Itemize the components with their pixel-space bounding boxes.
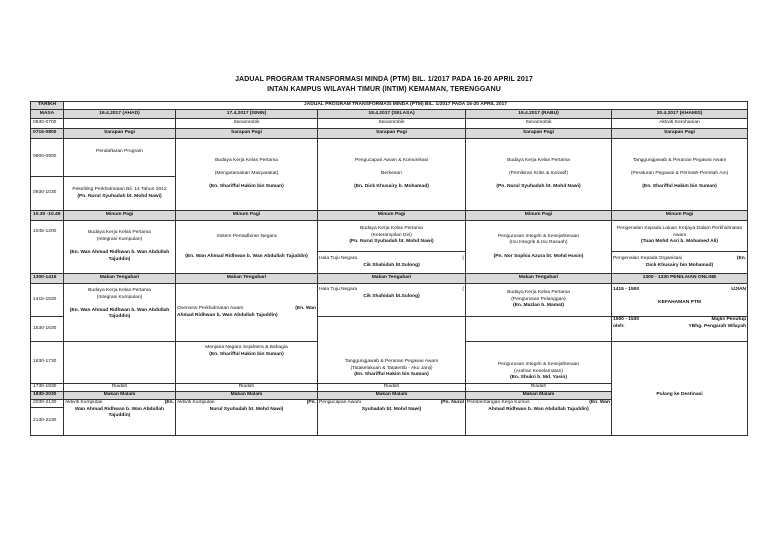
meal-cell: Makan Malam (64, 392, 176, 400)
session-subtitle: (Mengutamakan Masyarakat) (214, 171, 279, 177)
session-subtitle: (Integrasi Kumpulan) (96, 237, 143, 243)
session-speaker: (Pn. (306, 400, 316, 405)
meal-cell: Makan Malam (176, 392, 318, 400)
session-title: Budaya Kerja Kelas Pertama (88, 230, 151, 236)
document-subtitle: INTAN KAMPUS WILAYAH TIMUR (INTIM) KEMAMAN, TERENGGANU (267, 86, 501, 93)
schedule-cell (612, 221, 748, 252)
schedule-cell (318, 139, 466, 211)
session-bracket: ( (462, 287, 464, 292)
time-cell: 1300-1415 (31, 274, 64, 284)
session-bracket: ( (462, 255, 464, 261)
test-time: 1415 - 1500 (613, 287, 640, 292)
session-subtitle: (Integrasi Kumpulan) (96, 294, 143, 300)
test-label: UJIAN (731, 287, 747, 292)
time-cell: 1730-1830 (31, 384, 64, 392)
day-header: 18.4.2017 (SELASA) (318, 110, 466, 119)
session-title: Budaya Kerja Kelas Pertama (360, 226, 423, 232)
session-title: Pekeliling Perkhidmatan Bil. 14 Tahun 2012 (72, 186, 167, 192)
session-speaker: (En. (736, 255, 747, 261)
time-cell: 0800-0900 (31, 139, 64, 177)
closing-by: oleh: (613, 323, 625, 329)
session-speaker: (En. Sharifful Hakim bin Suman) (642, 184, 717, 190)
time-cell: 2130-2230 (31, 408, 64, 436)
meal-cell: Sarapan Pagi (176, 129, 318, 139)
meal-cell: Makan Tengahari (466, 274, 612, 284)
session-speaker: (Tuan Mohd Asri b. Mohamed Ali) (641, 239, 719, 245)
time-cell: 10.30 -10.45 (31, 211, 64, 221)
time-cell: 0930-1030 (31, 177, 64, 211)
session-speaker: Nurul Syuhadah bt. Mohd Nawi) (209, 406, 284, 412)
meal-cell: Minum Pagi (64, 211, 176, 221)
departure: Pulang ke Destinasi (656, 392, 703, 397)
session-title: Budaya Kerja Kelas Pertama (88, 288, 151, 293)
meal-cell: Minum Pagi (612, 211, 748, 221)
session-speaker: (En. Wan Ahmad Ridhwan b. Wan Abdullah Tajuddin) (185, 253, 308, 259)
time-cell: 1930-2030 (31, 392, 64, 400)
meal-cell: Sarapan Pagi (318, 129, 466, 139)
time-cell: 2030-2130 (31, 400, 64, 408)
session-speaker: Ahmad Ridhwan b. Wan Abdullah Tajuddin) (177, 312, 278, 318)
session-speaker: Dick Khusairy bin Mohamad) (645, 262, 714, 268)
schedule-cell (612, 342, 748, 436)
session-speaker: Ahmad Ridhwan b. Wan Abdullah Tajuddin) (488, 406, 589, 412)
session-subtitle: Berkesan (381, 171, 402, 177)
session-title: Budaya Kerja Kelas Pertama (507, 157, 570, 163)
session-subtitle: (Isu Integriti & Isu Rasuah) (509, 240, 568, 246)
schedule-cell (466, 400, 612, 436)
schedule-cell: Senamrobik (176, 119, 318, 129)
session-title: Aktiviti Kumpulan (177, 400, 215, 405)
schedule-cell (318, 284, 466, 317)
closing-time: 1500 - 1530 (613, 317, 640, 322)
session-title: Pembentangan Kerja Kursus (467, 400, 530, 405)
session-title: Budaya Kerja Kelas Pertama (215, 157, 278, 163)
schedule-cell (466, 221, 612, 274)
session-speaker: (En. Sharifful Hakim bin Suman) (209, 351, 284, 357)
schedule-cell: Riadah (64, 384, 176, 392)
session-title: Tanggungjawab & Peranan Pegawai Awam (344, 359, 439, 365)
schedule-cell (176, 342, 318, 384)
schedule-cell: Riadah (466, 384, 612, 392)
time-cell: 1045-1200 (31, 221, 64, 274)
session-speaker: (Pn. Nurul Syuhadah bt. Mohd Nawi) (77, 193, 162, 199)
meal-cell: Sarapan Pagi (612, 129, 748, 139)
session-title: Menjana Negara Sejahtera & Bahagia (205, 345, 288, 350)
header-banner: JADUAL PROGRAM TRANSFORMASI MINDA (PTM) BIL. 1/2017 PADA 16-20 APRIL 2017 (64, 102, 748, 110)
schedule-cell (612, 139, 748, 211)
session-title: Tanggungjawab & Peranan Pegawai Awam (632, 157, 727, 163)
schedule-cell (612, 284, 748, 317)
meal-cell: Makan Tengahari (64, 274, 176, 284)
session-title: Overview Perkhidmatan Awam (177, 305, 244, 311)
schedule-cell (466, 139, 612, 211)
schedule-cell (612, 252, 748, 274)
session-speaker: (En. Wan (295, 305, 316, 311)
meal-cell: Minum Pagi (466, 211, 612, 221)
schedule-cell: Riadah (318, 384, 466, 392)
schedule-cell (466, 342, 612, 384)
session-speaker: (Pn. Nurul Syuhadah bt. Mohd Nawi) (496, 184, 581, 190)
session-speaker: Cik Shahidah bt.Sulong) (363, 293, 420, 299)
time-cell: 1415-1530 (31, 284, 64, 317)
time-cell: 0630-0700 (31, 119, 64, 129)
schedule-cell (612, 317, 748, 342)
session-speaker: (En. Sharifful Hakim bin Suman) (209, 184, 284, 190)
schedule-cell (64, 177, 176, 211)
session-subtitle: (Keterampilan Diri) (371, 232, 412, 238)
test-title: KEFAHAMAN PTM (658, 300, 701, 306)
meal-cell: Sarapan Pagi (64, 129, 176, 139)
session-subtitle: (Arahan Keselamatan) (514, 368, 563, 374)
session-speaker: (En. Shukri b. Md. Yasin) (510, 375, 567, 381)
schedule-cell (176, 221, 318, 274)
session-speaker: (Pn. Nor Sophia Azura bt. Mohd Husin) (493, 253, 584, 259)
session-speaker: (En. Wan Ahmad Ridhwan b. Wan Abdullah Tajuddin) (69, 307, 170, 320)
header-masa: MASA (31, 110, 64, 119)
closing-title: Majlis Penutup (711, 317, 747, 322)
session-speaker: (En. (164, 400, 174, 405)
schedule-cell (318, 317, 466, 384)
session-title: Pengurusan Integriti & Kesejahteraan (497, 233, 580, 239)
meal-cell: 1300 - 1330 PENILAIAN ONLINE (612, 274, 748, 284)
schedule-cell (176, 139, 318, 211)
session-speaker: (En. Wan (589, 400, 610, 405)
session-title: Sistem Pentadbiran Negara (216, 233, 277, 239)
session-subtitle: (Pemikiran Kritis & Inovatif) (509, 171, 568, 177)
day-header: 17.4.2017 (ISNIN) (176, 110, 318, 119)
schedule-cell (64, 342, 176, 384)
document-title: JADUAL PROGRAM TRANSFORMASI MINDA (PTM) BIL. 1/2017 PADA 16-20 APRIL 2017 (235, 76, 533, 83)
schedule-cell (466, 317, 612, 342)
schedule-cell (318, 221, 466, 252)
meal-cell: Makan Malam (318, 392, 466, 400)
schedule-cell (64, 119, 176, 129)
session-subtitle: (Tatakelakuan & Tatatertib - Aku Janji) (350, 365, 433, 371)
meal-cell: Minum Pagi (318, 211, 466, 221)
session-speaker: Syuhadah bt. Mohd Nawi) (361, 406, 422, 412)
session-subtitle: (Pengurusan Pelanggan) (511, 296, 566, 302)
header-tarikh: TARIKH (31, 102, 64, 110)
meal-cell: Makan Tengahari (318, 274, 466, 284)
meal-cell: Minum Pagi (176, 211, 318, 221)
session-speaker: (En. Mazlan b. Mamat) (512, 303, 565, 309)
time-cell: 1630-1730 (31, 342, 64, 384)
schedule-cell (176, 400, 318, 436)
session-speaker: (En. Sharifful Hakim bin Suman) (354, 372, 429, 378)
schedule-cell (64, 221, 176, 274)
session-title: Aktiviti Kumpulan (65, 400, 103, 405)
day-header: 19.4.2017 (RABU) (466, 110, 612, 119)
session-speaker: (Pn. Nurul (440, 400, 464, 405)
schedule-table (30, 101, 748, 436)
time-cell: 1530-1630 (31, 317, 64, 342)
day-header: 20.4.2017 (KHAMIS) (612, 110, 748, 119)
schedule-cell (318, 400, 466, 436)
session-speaker: Wan Ahmad Ridhwan b. Wan Abdullah Tajuddin) (75, 406, 164, 419)
session-title: Hala Tuju Negara (319, 255, 358, 261)
schedule-cell (318, 252, 466, 274)
meal-cell: Makan Malam (466, 392, 612, 400)
session-title: Budaya Kerja Kelas Pertama (507, 290, 570, 296)
meal-cell: Makan Tengahari (176, 274, 318, 284)
schedule-cell (64, 284, 176, 342)
schedule-cell: Aktiviti Kerohanian (612, 119, 748, 129)
session-title: Pengurusan Integriti & Kesejahteraan (497, 362, 580, 368)
session-title: Pengenalan Kepada Organisasi (613, 255, 683, 261)
session-title: Pengenalan Kepada Laluan Kerjaya Dalam Perkhidmatan Awam (616, 226, 743, 238)
session-title: Pengucapan Awam & Komunikasi (354, 157, 429, 163)
time-cell: 0715-0800 (31, 129, 64, 139)
session-speaker: (En. Wan Ahmad Ridhwan b. Wan Abdullah Tajuddin) (69, 250, 170, 262)
schedule-cell: Senamrobik (318, 119, 466, 129)
closing-officer: YBhg. Pengarah Wilayah (688, 323, 747, 329)
schedule-cell (176, 284, 318, 342)
session-title: Pengucapan Awam (319, 400, 362, 405)
schedule-cell: Senamrobik (466, 119, 612, 129)
session-speaker: Cik Shahidah bt.Sulong) (363, 262, 420, 268)
schedule-cell: Riadah (176, 384, 318, 392)
session-title: Hala Tuju Negara (319, 287, 358, 292)
session-speaker: (En. Dick Khusairy b. Mohamad) (354, 184, 429, 190)
schedule-cell (466, 284, 612, 317)
session-subtitle: (Peraturan Pegawai & Perintah-Perintah Am) (630, 171, 729, 177)
day-header: 16.4.2017 (AHAD) (64, 110, 176, 119)
session-speaker: (Pn. Nurul Syuhadah bt. Mohd Nawi) (349, 239, 434, 245)
schedule-cell (64, 139, 176, 177)
session-title: Pendaftaran Program (96, 149, 143, 154)
meal-cell: Sarapan Pagi (466, 129, 612, 139)
schedule-cell (64, 400, 176, 436)
